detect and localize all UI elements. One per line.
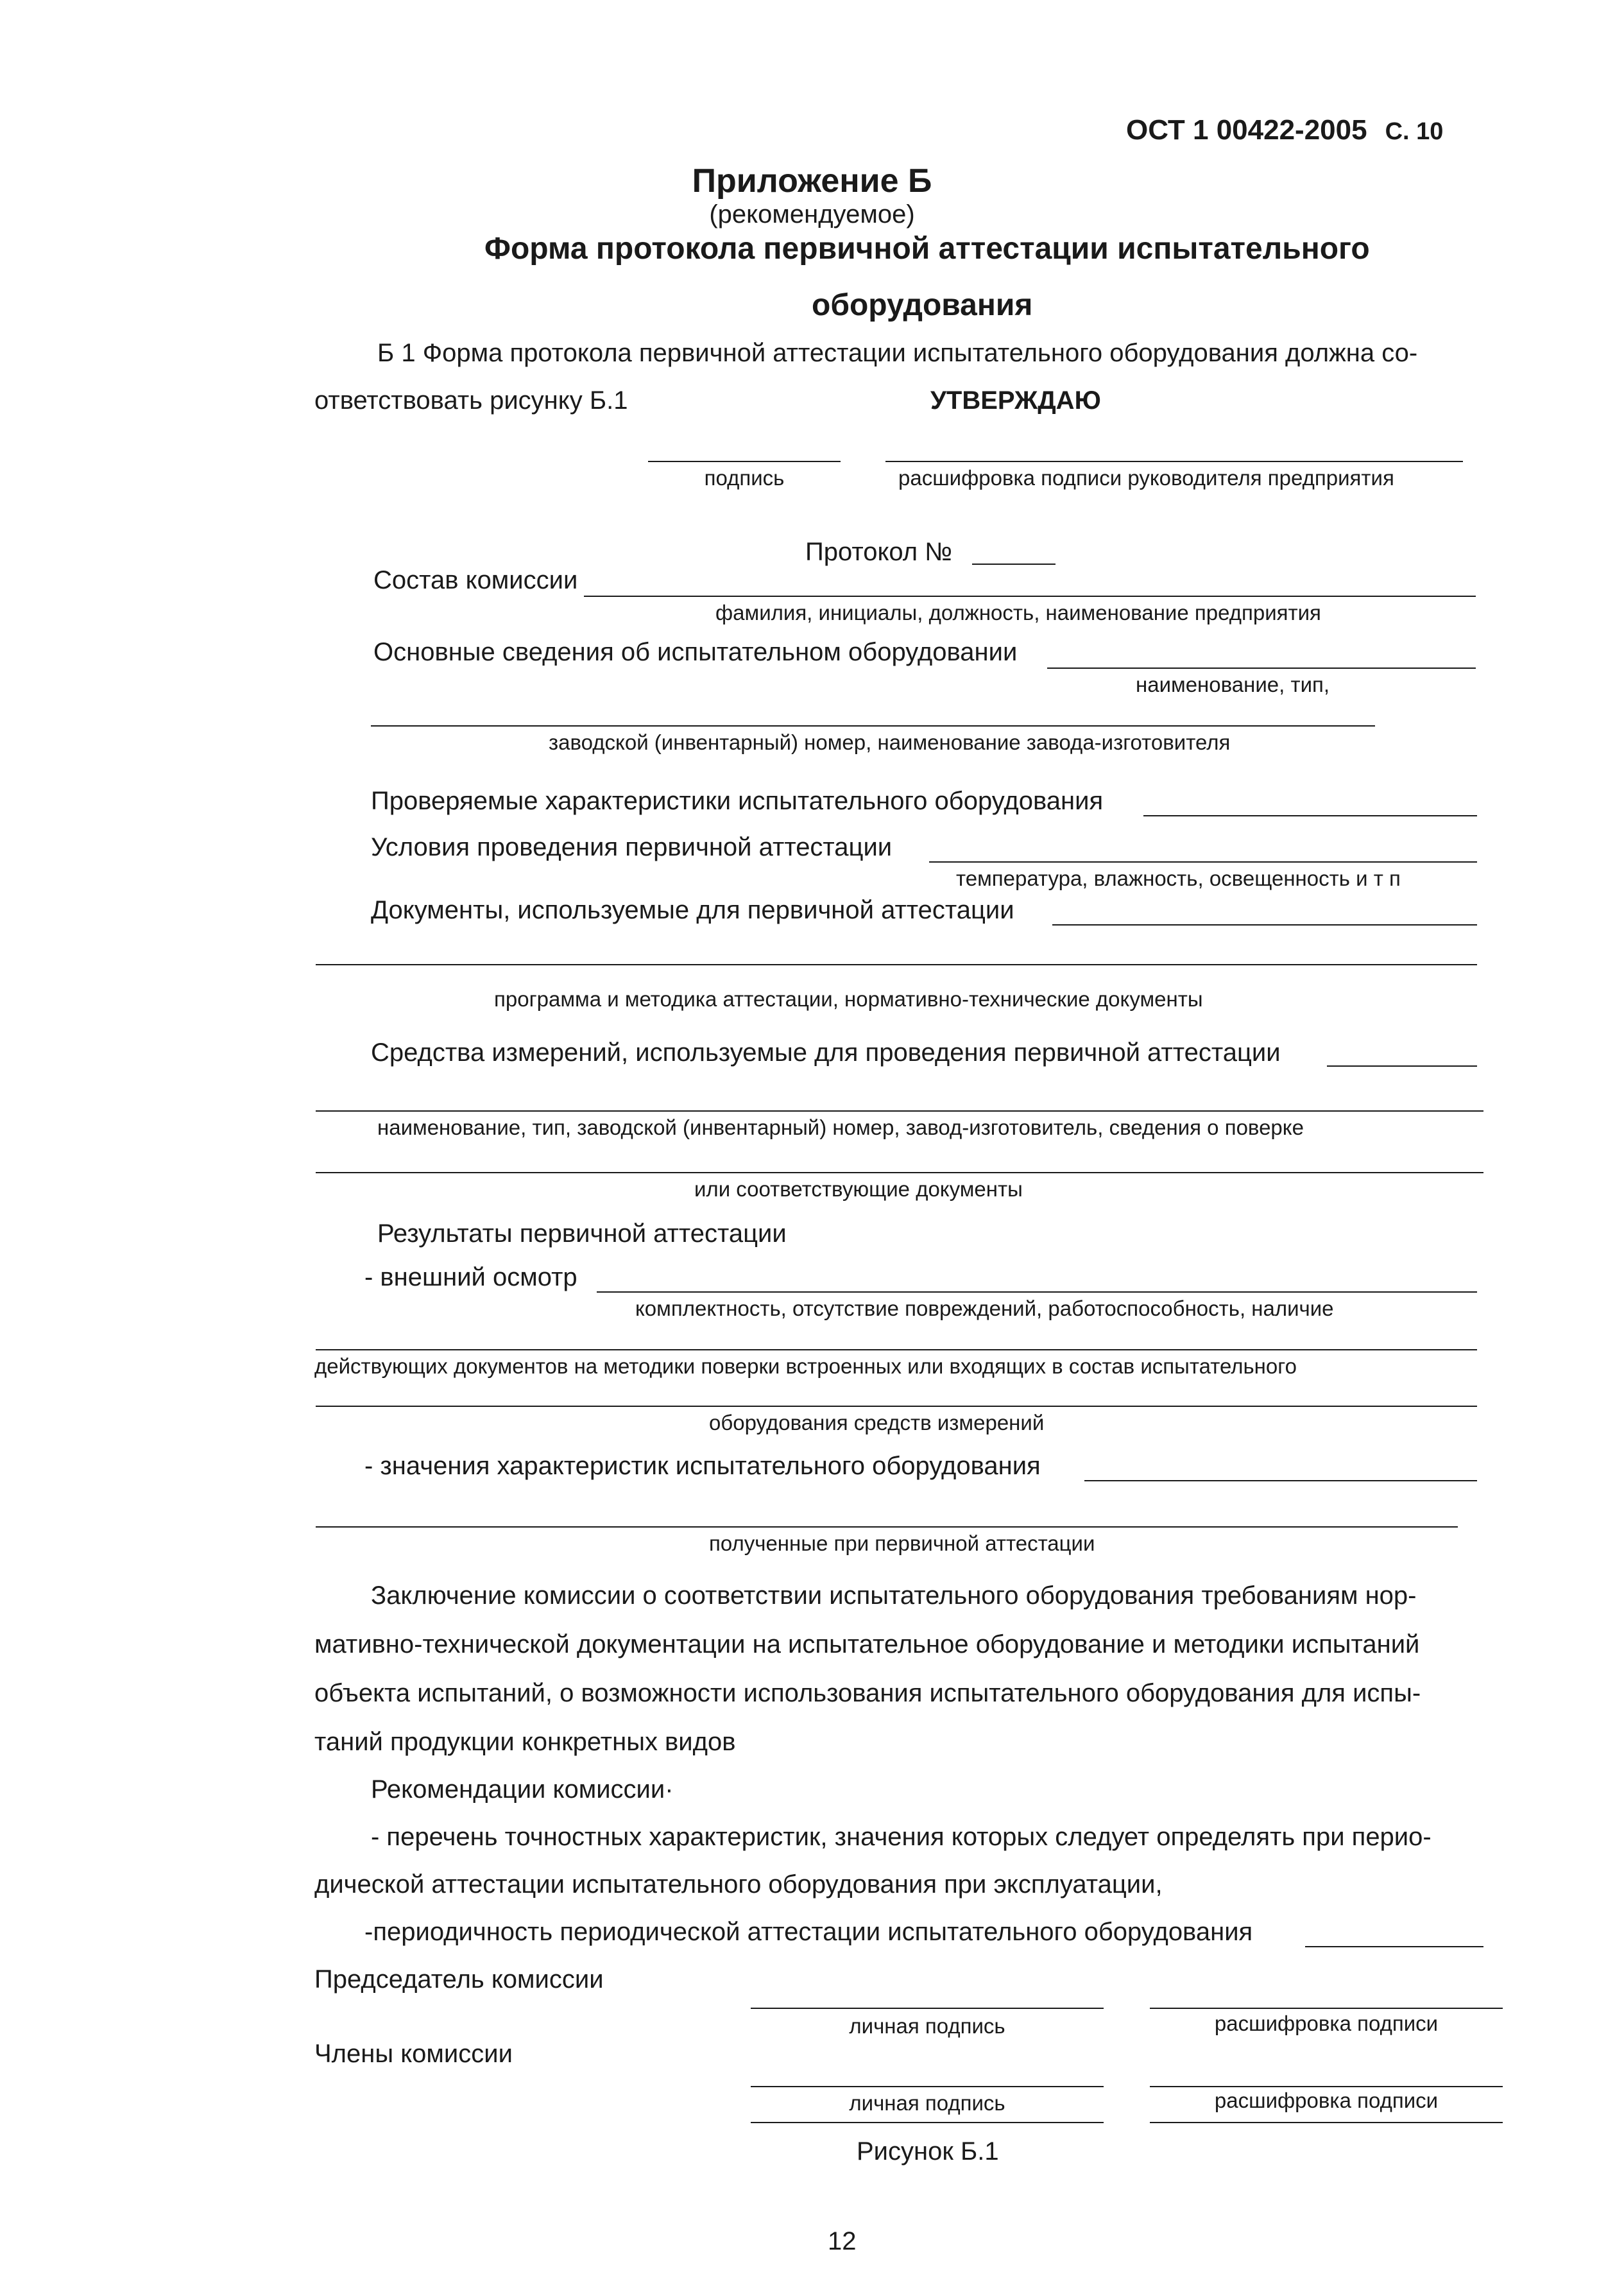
conditions-caption: температура, влажность, освещенность и т п [956, 866, 1401, 890]
document-header [1126, 114, 1443, 146]
approve-signature-line [648, 461, 841, 462]
chairman-signature-caption: личная подпись [849, 2014, 1005, 2038]
page-reference: С. 10 [1385, 118, 1444, 145]
members-label: Члены комиссии [314, 2040, 513, 2068]
documents-caption: программа и методика аттестации, нормативно-технические документы [494, 987, 1203, 1011]
intro-line1: Б 1 Форма протокола первичной аттестации испытательного оборудования должна со- [377, 339, 1418, 367]
documents-label: Документы, используемые для первичной аттестации [371, 896, 1014, 924]
conclusion-line2: мативно-технической документации на испытательное оборудование и методики испытаний [314, 1630, 1420, 1658]
conclusion-line4: таний продукции конкретных видов [314, 1728, 736, 1756]
approve-decode-line [885, 461, 1463, 462]
member-signature-line [751, 2086, 1104, 2087]
equipment-caption1: наименование, тип, [1136, 673, 1330, 696]
measuring-line2 [316, 1110, 1483, 1112]
approve-label: УТВЕРЖДАЮ [930, 386, 1101, 415]
conditions-label: Условия проведения первичной аттестации [371, 833, 893, 861]
results-label: Результаты первичной аттестации [377, 1219, 787, 1248]
periodicity-line [1305, 1946, 1483, 1947]
chairman-decode-caption: расшифровка подписи [1214, 2011, 1439, 2035]
form-title-line2: оборудования [812, 288, 1033, 322]
checked-chars-label: Проверяемые характеристики испытательного оборудования [371, 787, 1104, 815]
recommendations-title: Рекомендации комиссии· [371, 1775, 674, 1804]
values-caption: полученные при первичной аттестации [709, 1531, 1095, 1555]
chairman-signature-line [751, 2008, 1104, 2009]
inspection-label: - внешний осмотр [364, 1263, 577, 1291]
equipment-caption2: заводской (инвентарный) номер, наименование завода-изготовителя [549, 730, 1231, 754]
member-decode-caption: расшифровка подписи [1214, 2089, 1439, 2112]
inspection-line [597, 1291, 1477, 1293]
documents-line2 [316, 964, 1477, 965]
protocol-number-label: Протокол № [805, 538, 953, 566]
appendix-status: (рекомендуемое) [709, 200, 915, 228]
measuring-line [1327, 1065, 1477, 1067]
inspection-caption1: комплектность, отсутствие повреждений, работоспособность, наличие [635, 1296, 1334, 1320]
figure-caption: Рисунок Б.1 [857, 2137, 999, 2166]
protocol-number-line [972, 564, 1056, 565]
inspection-line2 [316, 1349, 1477, 1350]
member-signature-line2 [751, 2122, 1104, 2123]
page-number: 12 [828, 2227, 857, 2255]
recommendation2: -периодичность периодической аттестации испытательного оборудования [364, 1918, 1253, 1946]
values-line [1084, 1480, 1477, 1481]
commission-label: Состав комиссии [373, 566, 578, 594]
conclusion-line1: Заключение комиссии о соответствии испытательного оборудования требованиям нор- [371, 1581, 1417, 1610]
recommendation1-line2: дической аттестации испытательного оборудования при эксплуатации, [314, 1870, 1163, 1899]
form-title-line1: Форма протокола первичной аттестации испытательного [484, 232, 1370, 266]
intro-line2: ответствовать рисунку Б.1 [314, 386, 628, 415]
approve-decode-caption: расшифровка подписи руководителя предприятия [898, 466, 1394, 490]
equipment-info-line [1047, 668, 1476, 669]
documents-line [1052, 924, 1477, 926]
equipment-info-label: Основные сведения об испытательном оборудовании [373, 638, 1018, 666]
values-label: - значения характеристик испытательного оборудования [364, 1452, 1041, 1480]
inspection-line3 [316, 1406, 1477, 1407]
conditions-line [929, 861, 1477, 863]
chairman-decode-line [1150, 2008, 1503, 2009]
member-decode-line [1150, 2086, 1503, 2087]
inspection-caption3: оборудования средств измерений [709, 1411, 1045, 1434]
equipment-info-line2 [371, 725, 1375, 727]
checked-chars-line [1143, 815, 1477, 816]
document-id: ОСТ 1 00422-2005 [1126, 114, 1367, 146]
measuring-caption2: или соответствующие документы [694, 1177, 1023, 1201]
measuring-label: Средства измерений, используемые для проведения первичной аттестации [371, 1038, 1281, 1067]
inspection-caption2: действующих документов на методики поверки встроенных или входящих в состав испытательного [314, 1354, 1297, 1378]
member-signature-caption: личная подпись [849, 2091, 1005, 2115]
values-line2 [316, 1526, 1458, 1528]
approve-signature-caption: подпись [704, 466, 785, 490]
commission-caption: фамилия, инициалы, должность, наименование предприятия [715, 601, 1321, 624]
conclusion-line3: объекта испытаний, о возможности использования испытательного оборудования для испы- [314, 1679, 1421, 1707]
measuring-line3 [316, 1172, 1483, 1173]
appendix-title: Приложение Б [692, 162, 932, 200]
commission-line [584, 596, 1476, 597]
chairman-label: Председатель комиссии [314, 1965, 604, 1994]
member-decode-line2 [1150, 2122, 1503, 2123]
recommendation1-line1: - перечень точностных характеристик, значения которых следует определять при перио- [371, 1823, 1432, 1851]
measuring-caption1: наименование, тип, заводской (инвентарный) номер, завод-изготовитель, сведения о поверке [377, 1115, 1304, 1139]
